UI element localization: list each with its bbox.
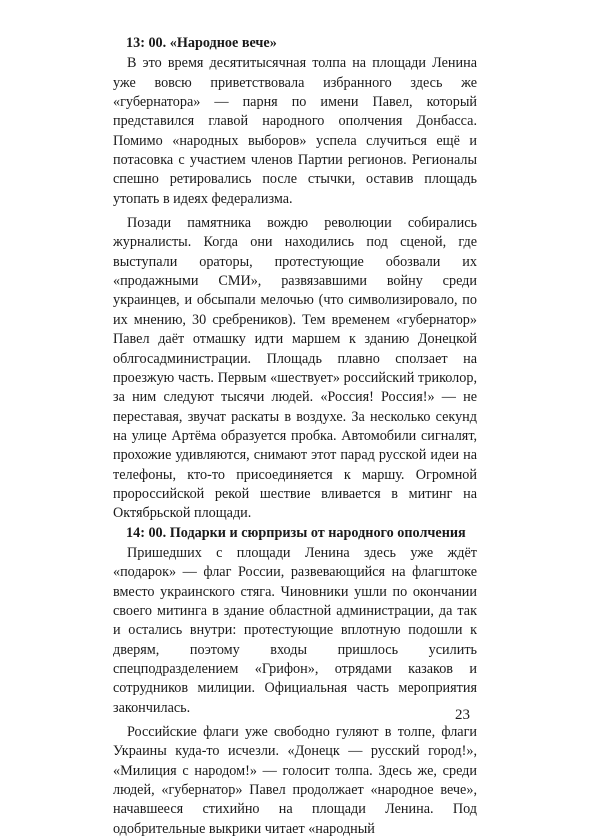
paragraph: Позади памятника вождю революции собирались журналисты. Когда они находились под сценой, где выступали ораторы, протестующие обозвали их «продажными СМИ», развязавшими войну среди украинцев, и обсыпали мелочью (что символизировало, по их мнению, 30 сребреников). Тем временем «губернатор» Павел даёт отмашку идти маршем к зданию Донецкой облгосадминистрации. Площадь плавно сползает на проезжую часть. Первым «шествует» российский триколор, за ним следуют тысячи людей. «Россия! Россия!» — не переставая, звучат раскаты в воздухе. За несколько секунд на улице Артёма образуется пробка. Автомобили сигналят, прохожие удивляются, снимают этот парад русской идеи на телефоны, кто-то присоединяется к маршу. Огромной пророссийской рекой шествие вливается в митинг на Октябрьской площади. (113, 215, 477, 522)
paragraph: Российские флаги уже свободно гуляют в толпе, флаги Украины куда-то исчезли. «Донецк — русский город!», «Милиция с народом!» — голосит толпа. Здесь же, среди людей, «губернатор» Павел продолжает «народное вече», начавшееся стихийно на площади Ленина. Под одобрительные выкрики читает «народный (113, 724, 477, 837)
page-number: 23 (455, 707, 470, 723)
paragraph: Пришедших с площади Ленина здесь уже ждёт «подарок» — флаг России, развевающийся на флагштоке вместо украинского стяга. Чиновники ушли по окончании своего митинга в здание областной администрации, да так и остались внутри: протестующие вплотную подошли к дверям, поэтому входы пришлось усилить спецподразделением «Грифон», отрядами казаков и сотрудников милиции. Официальная часть мероприятия закончилась. (113, 544, 477, 716)
paragraph: В это время десятитысячная толпа на площади Ленина уже вовсю приветствовала избранного здесь же «губернатора» — парня по имени Павел, который представился главой народного ополчения Донбасса. Помимо «народных выборов» успела случиться ещё и потасовка с участием членов Партии регионов. Регионалы спешно ретировались после стычки, оставив площадь утопать в идеях федерализма. (113, 55, 477, 207)
section-heading: 14: 00. Подарки и сюрпризы от народного ополчения (126, 524, 466, 541)
section-heading: 13: 00. «Народное вече» (126, 35, 277, 51)
page-text-block (113, 34, 477, 839)
